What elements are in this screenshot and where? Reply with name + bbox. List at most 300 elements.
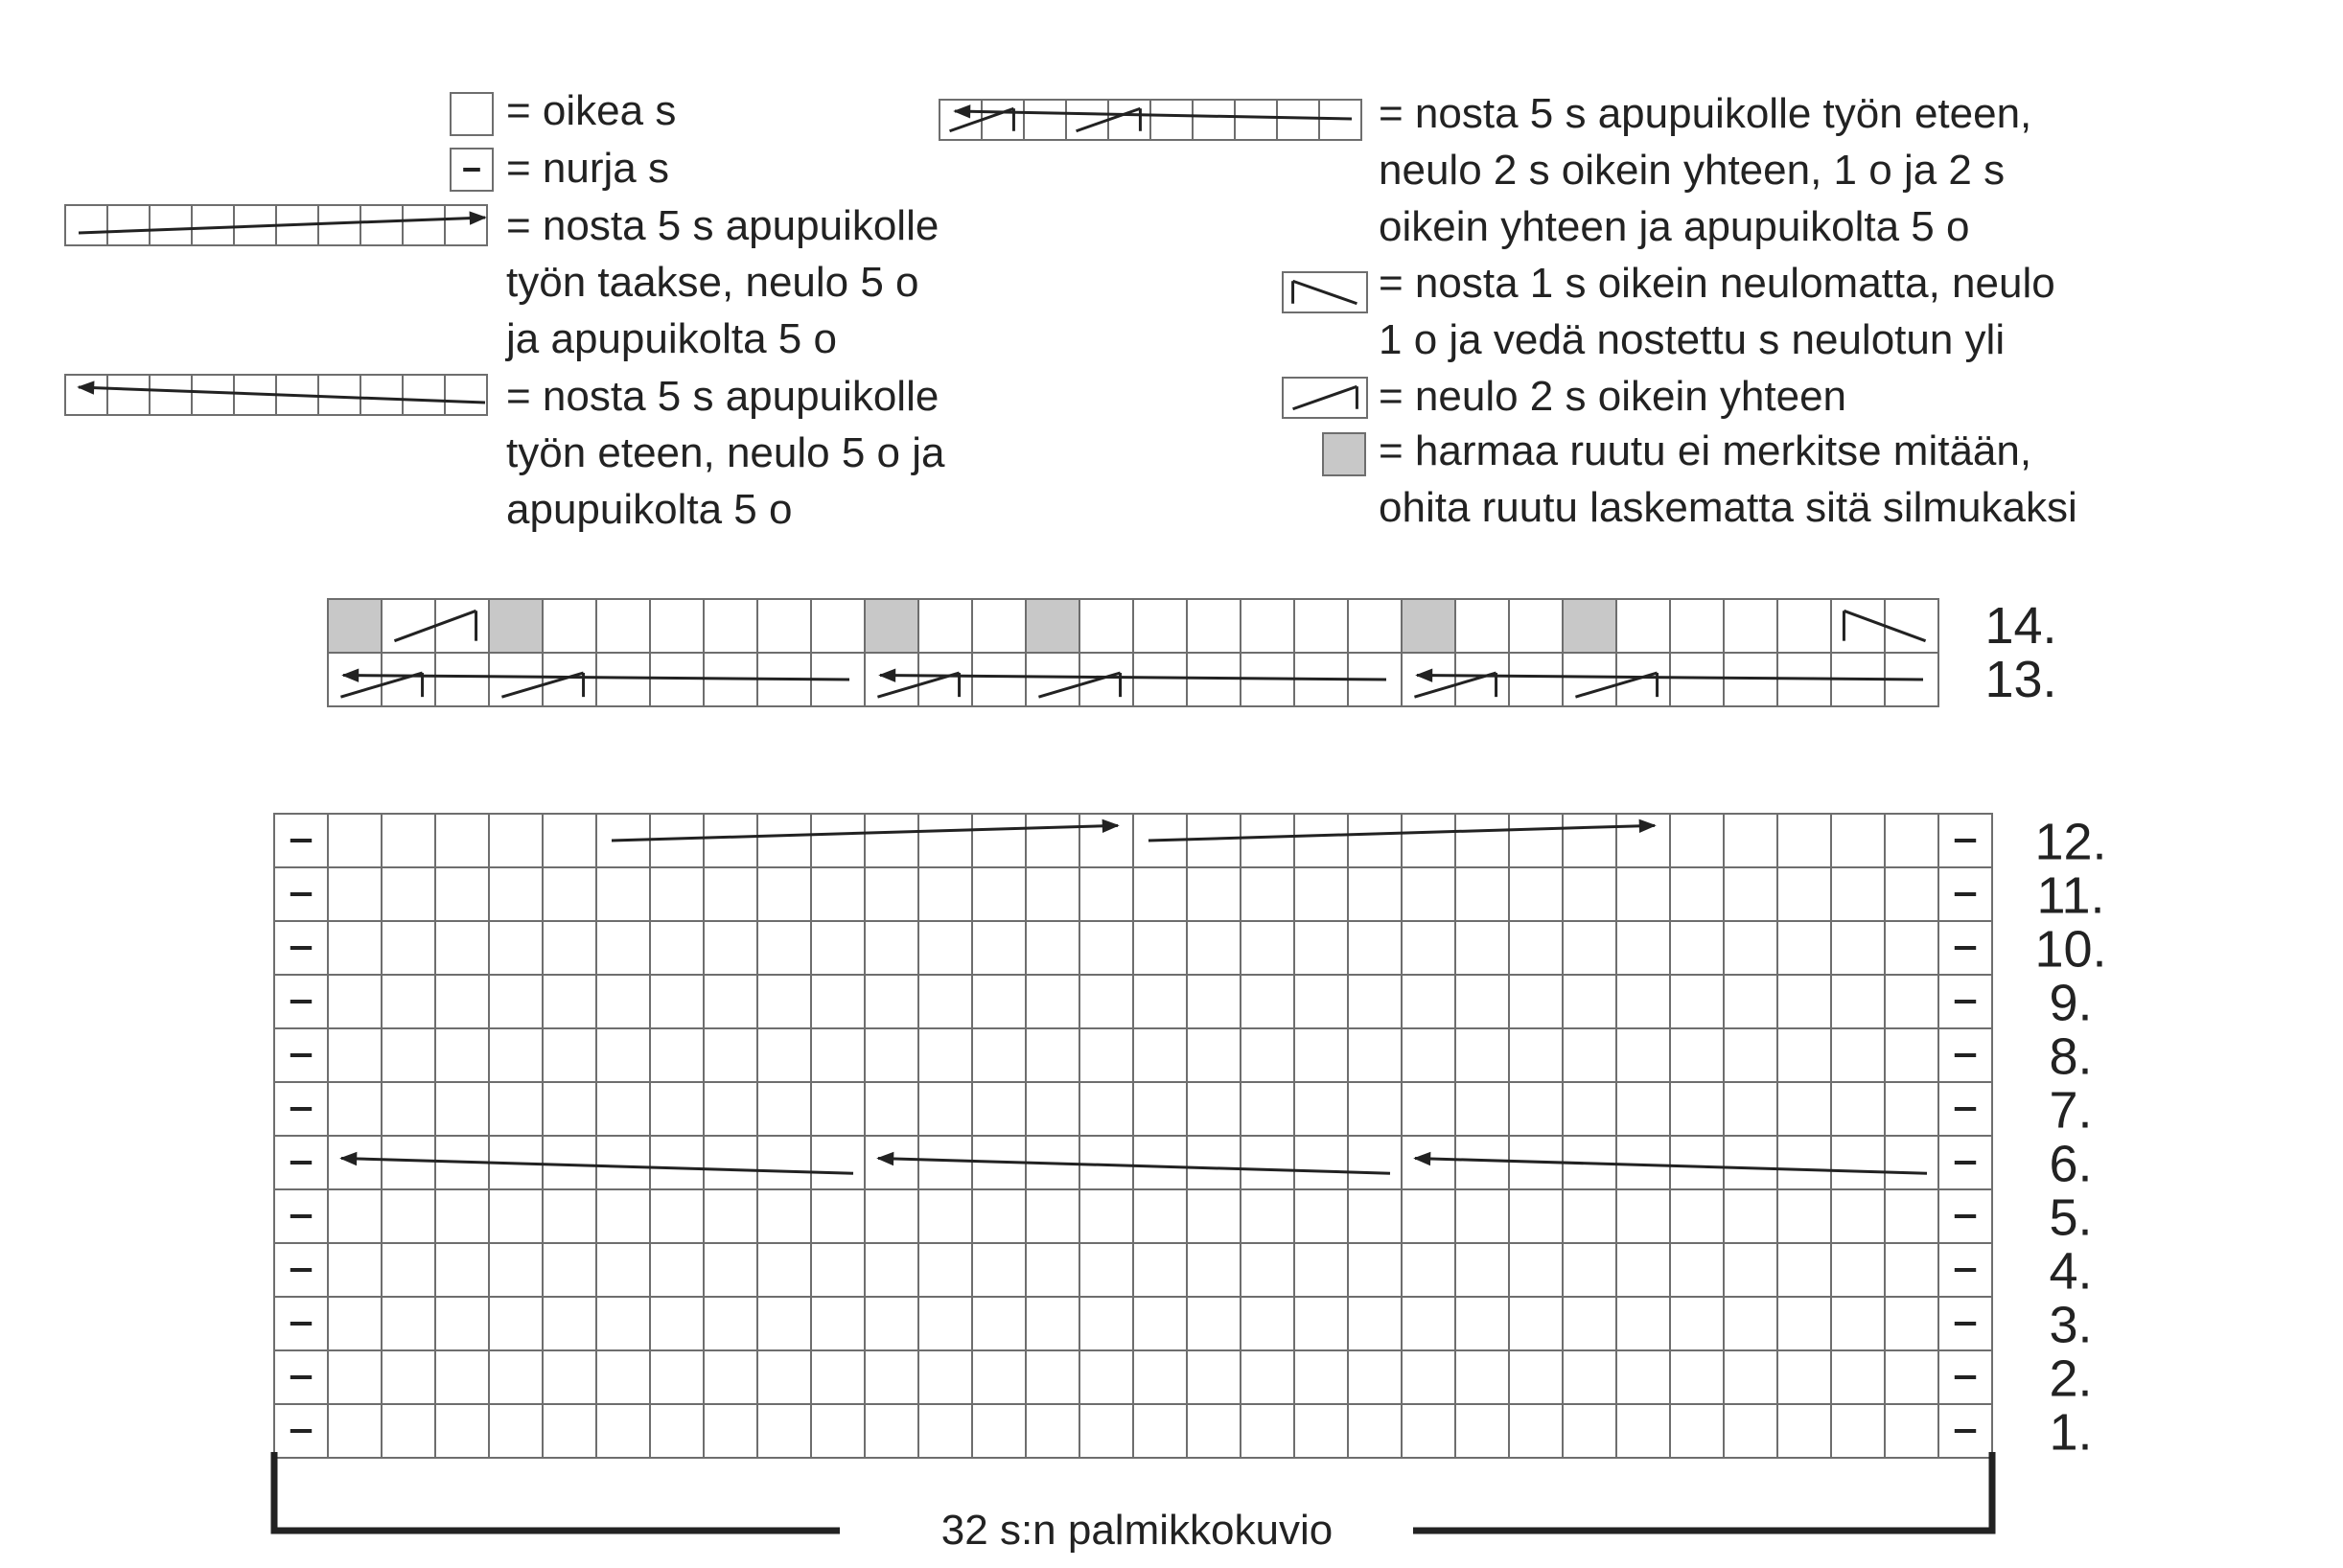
knit-cell <box>811 867 865 921</box>
knit-cell <box>1509 653 1563 706</box>
knit-cell <box>1670 867 1724 921</box>
legend-k2tog-symbol <box>1293 386 1357 409</box>
knit-cell <box>1402 1082 1455 1136</box>
knit-cell <box>972 1243 1026 1297</box>
knit-cell <box>972 867 1026 921</box>
knit-cell <box>1348 1189 1402 1243</box>
knit-cell <box>1670 1243 1724 1297</box>
knit-cell <box>1724 599 1777 653</box>
knit-cell <box>382 1404 435 1458</box>
knit-cell <box>1187 599 1241 653</box>
knit-cell <box>1831 975 1885 1028</box>
knit-cell <box>865 1404 918 1458</box>
knit-cell <box>382 1028 435 1082</box>
no-stitch-cell <box>328 599 382 653</box>
knit-cell <box>1079 1136 1133 1189</box>
knit-cell <box>1885 1082 1938 1136</box>
row-number-label: 8. <box>2049 1027 2093 1086</box>
knit-cell <box>1026 1297 1079 1350</box>
knit-cell <box>865 1243 918 1297</box>
row-number-label: 13. <box>1984 650 2057 708</box>
knit-cell <box>1079 921 1133 975</box>
knit-cell <box>1079 814 1133 867</box>
knit-cell <box>972 1189 1026 1243</box>
knit-cell <box>1079 867 1133 921</box>
knit-cell <box>489 1028 543 1082</box>
knit-cell <box>650 1028 704 1082</box>
knit-cell <box>1026 1189 1079 1243</box>
knit-cell <box>972 1028 1026 1082</box>
knit-cell <box>1831 1297 1885 1350</box>
knit-cell <box>1885 814 1938 867</box>
knit-cell <box>1670 1297 1724 1350</box>
row-number-label: 11. <box>2036 866 2105 925</box>
legend-cable-front-dec-text-line: oikein yhteen ja apupuikolta 5 o <box>1379 203 1970 250</box>
knit-cell <box>1563 653 1616 706</box>
knit-cell <box>1670 1028 1724 1082</box>
legend-ssk-text-line: 1 o ja vedä nostettu s neulotun yli <box>1379 316 2006 363</box>
knit-cell <box>1724 1136 1777 1189</box>
knit-cell <box>865 814 918 867</box>
grid-cell <box>403 205 445 245</box>
knit-cell <box>811 1404 865 1458</box>
knit-cell <box>1670 653 1724 706</box>
knit-cell <box>1402 1189 1455 1243</box>
knit-cell <box>704 1189 757 1243</box>
knit-cell <box>328 1243 382 1297</box>
legend-cable-front-text-line: apupuikolta 5 o <box>506 486 793 533</box>
row-number-label: 5. <box>2049 1188 2093 1247</box>
knit-cell <box>757 1136 811 1189</box>
knit-cell <box>328 653 382 706</box>
knit-cell <box>596 867 650 921</box>
knit-cell <box>972 921 1026 975</box>
knit-cell <box>1079 1404 1133 1458</box>
knit-cell <box>1348 1243 1402 1297</box>
knit-cell <box>1777 867 1831 921</box>
knit-cell <box>1079 1189 1133 1243</box>
knit-cell <box>757 1082 811 1136</box>
legend-ssk-text-line: = nosta 1 s oikein neulomatta, neulo <box>1379 260 2055 307</box>
legend-cable-front-dec-symbol <box>940 100 1361 140</box>
knit-cell <box>1348 599 1402 653</box>
knit-cell <box>1885 1189 1938 1243</box>
knit-cell <box>972 1082 1026 1136</box>
knit-cell <box>1563 1404 1616 1458</box>
knit-cell <box>1831 1028 1885 1082</box>
knit-cell <box>1294 814 1348 867</box>
no-stitch-cell <box>489 599 543 653</box>
knit-cell <box>1509 1189 1563 1243</box>
knit-cell <box>596 1243 650 1297</box>
knit-cell <box>1241 1243 1294 1297</box>
knit-cell <box>1133 1243 1187 1297</box>
knit-cell <box>1402 975 1455 1028</box>
knit-cell <box>650 1350 704 1404</box>
knit-cell <box>650 1082 704 1136</box>
knit-cell <box>1294 975 1348 1028</box>
knit-cell <box>543 975 596 1028</box>
knit-cell <box>435 1297 489 1350</box>
knit-cell <box>489 867 543 921</box>
knit-cell <box>1026 1082 1079 1136</box>
knit-cell <box>650 921 704 975</box>
knit-cell <box>1616 599 1670 653</box>
knit-cell <box>489 975 543 1028</box>
knit-cell <box>1455 921 1509 975</box>
knit-cell <box>382 599 435 653</box>
knit-cell <box>1241 1082 1294 1136</box>
knit-cell <box>1402 653 1455 706</box>
row-number-label: 4. <box>2049 1242 2093 1301</box>
knit-cell <box>543 1297 596 1350</box>
knit-cell <box>1724 1350 1777 1404</box>
knit-cell <box>1724 1297 1777 1350</box>
knit-cell <box>1777 1136 1831 1189</box>
knit-cell <box>1831 1082 1885 1136</box>
knit-cell <box>1885 1350 1938 1404</box>
knit-cell <box>1616 653 1670 706</box>
row-number-label: 1. <box>2049 1403 2093 1462</box>
knit-cell <box>650 1297 704 1350</box>
legend-cable-front-text-line: työn eteen, neulo 5 o ja <box>506 429 945 476</box>
knit-cell <box>972 975 1026 1028</box>
knit-cell <box>1616 1189 1670 1243</box>
knit-cell <box>757 599 811 653</box>
knit-cell <box>757 1350 811 1404</box>
knit-cell <box>1402 921 1455 975</box>
knit-cell <box>811 921 865 975</box>
knit-cell <box>1348 1136 1402 1189</box>
knit-cell <box>865 1350 918 1404</box>
knit-cell <box>704 1404 757 1458</box>
knit-cell <box>1402 1028 1455 1082</box>
knit-cell <box>1724 867 1777 921</box>
knit-cell <box>1777 1082 1831 1136</box>
knit-cell <box>1885 1136 1938 1189</box>
knit-cell <box>1187 1350 1241 1404</box>
row-number-label: 9. <box>2049 974 2093 1032</box>
knit-cell <box>1348 1350 1402 1404</box>
knit-cell <box>1724 1028 1777 1082</box>
knit-cell <box>1670 599 1724 653</box>
knit-cell <box>1241 975 1294 1028</box>
knit-cell <box>1831 1350 1885 1404</box>
knit-cell <box>1241 599 1294 653</box>
knit-cell <box>382 814 435 867</box>
knit-cell <box>596 1028 650 1082</box>
knit-cell <box>1026 1404 1079 1458</box>
knit-cell <box>704 1136 757 1189</box>
grid-cell <box>1108 100 1150 140</box>
grid-cell <box>192 205 234 245</box>
knit-cell <box>596 1350 650 1404</box>
knit-cell <box>972 1350 1026 1404</box>
knit-cell <box>757 1189 811 1243</box>
knit-cell <box>1241 867 1294 921</box>
no-stitch-cell <box>865 599 918 653</box>
grid-cell <box>150 375 192 415</box>
knit-cell <box>1241 1297 1294 1350</box>
knit-cell <box>1348 1028 1402 1082</box>
knit-cell <box>543 1082 596 1136</box>
knit-cell <box>972 814 1026 867</box>
no-stitch-cell <box>1402 599 1455 653</box>
knit-cell <box>918 1136 972 1189</box>
knit-cell <box>1670 1136 1724 1189</box>
knit-cell <box>704 1243 757 1297</box>
knit-cell <box>543 1136 596 1189</box>
knit-cell <box>1079 1243 1133 1297</box>
knit-cell <box>1831 1404 1885 1458</box>
knit-cell <box>1509 599 1563 653</box>
knit-cell <box>489 1350 543 1404</box>
knit-cell <box>1187 1028 1241 1082</box>
grid-cell <box>360 375 403 415</box>
knit-cell <box>1241 1028 1294 1082</box>
knit-cell <box>1616 1243 1670 1297</box>
knit-cell <box>1831 921 1885 975</box>
knit-cell <box>1777 1243 1831 1297</box>
knit-cell <box>865 1082 918 1136</box>
knit-cell <box>328 1028 382 1082</box>
knit-cell <box>811 1028 865 1082</box>
knit-cell <box>328 814 382 867</box>
row-number-label: 6. <box>2049 1135 2093 1193</box>
knit-cell <box>865 921 918 975</box>
knit-cell <box>704 975 757 1028</box>
knit-cell <box>1563 867 1616 921</box>
knit-cell <box>1187 1082 1241 1136</box>
knit-cell <box>543 921 596 975</box>
knit-cell <box>435 975 489 1028</box>
knit-cell <box>1187 921 1241 975</box>
knit-cell <box>1563 975 1616 1028</box>
knit-cell <box>1294 599 1348 653</box>
knit-cell <box>1831 1189 1885 1243</box>
row-number-label: 12. <box>2034 813 2107 871</box>
repeat-bracket <box>274 1452 1992 1554</box>
knit-cell <box>1241 1136 1294 1189</box>
knit-cell <box>1831 814 1885 867</box>
knit-cell <box>1616 1350 1670 1404</box>
knit-cell <box>1241 1404 1294 1458</box>
knit-cell <box>1616 1297 1670 1350</box>
legend-cable-front-dec-text-line: neulo 2 s oikein yhteen, 1 o ja 2 s <box>1379 147 2006 194</box>
knit-cell <box>1563 1350 1616 1404</box>
knit-cell <box>489 1082 543 1136</box>
legend-cable-back-text-line: = nosta 5 s apupuikolle <box>506 202 940 249</box>
knit-cell <box>1187 1189 1241 1243</box>
knit-cell <box>918 867 972 921</box>
legend-k2tog-text-line: = neulo 2 s oikein yhteen <box>1379 373 1847 420</box>
knit-cell <box>1294 1404 1348 1458</box>
knit-cell <box>435 599 489 653</box>
knit-cell <box>328 1297 382 1350</box>
knit-cell <box>1455 599 1509 653</box>
knit-cell <box>1187 867 1241 921</box>
knit-cell <box>1831 599 1885 653</box>
legend-ssk-symbol <box>1293 281 1357 304</box>
knit-cell <box>1724 1404 1777 1458</box>
legend-cable-front-text-line: = nosta 5 s apupuikolle <box>506 373 940 420</box>
knit-cell <box>1670 1082 1724 1136</box>
knit-cell <box>1509 1297 1563 1350</box>
knit-cell <box>972 599 1026 653</box>
knit-cell <box>435 1404 489 1458</box>
knit-cell <box>972 653 1026 706</box>
knit-cell <box>757 1028 811 1082</box>
knit-cell <box>1241 814 1294 867</box>
knit-cell <box>1455 1082 1509 1136</box>
knit-cell <box>596 1297 650 1350</box>
legend-knit-text-line: = oikea s <box>506 87 677 134</box>
row-number-label: 2. <box>2049 1349 2093 1408</box>
knit-cell <box>1670 1404 1724 1458</box>
knit-cell <box>704 599 757 653</box>
knit-cell <box>1348 1404 1402 1458</box>
knit-cell <box>704 1350 757 1404</box>
knit-cell <box>1777 975 1831 1028</box>
grid-cell <box>192 375 234 415</box>
knit-cell <box>435 1028 489 1082</box>
knit-cell <box>1079 1082 1133 1136</box>
grid-cell <box>107 205 150 245</box>
knit-cell <box>1670 975 1724 1028</box>
knit-cell <box>704 1297 757 1350</box>
knit-cell <box>1133 1136 1187 1189</box>
legend-cable-back-arrow <box>79 218 485 233</box>
knit-cell <box>1509 1082 1563 1136</box>
grid-cell <box>318 375 360 415</box>
knit-cell <box>1455 867 1509 921</box>
knit-cell <box>1079 1028 1133 1082</box>
knit-cell <box>918 599 972 653</box>
knit-cell <box>1026 1028 1079 1082</box>
knit-cell <box>1187 1136 1241 1189</box>
knit-cell <box>543 1243 596 1297</box>
grid-cell <box>65 375 107 415</box>
knit-cell <box>1241 921 1294 975</box>
repeat-bracket-right <box>1413 1452 1992 1531</box>
knit-cell <box>1079 653 1133 706</box>
knit-cell <box>435 653 489 706</box>
legend-no-stitch-text-line: ohita ruutu laskematta sitä silmukaksi <box>1379 484 2077 531</box>
knit-cell <box>1616 1082 1670 1136</box>
knit-cell <box>328 1404 382 1458</box>
knit-cell <box>1402 1350 1455 1404</box>
knit-cell <box>1885 1028 1938 1082</box>
knit-cell <box>1079 1350 1133 1404</box>
knit-cell <box>382 1136 435 1189</box>
knit-cell <box>1831 867 1885 921</box>
knit-cell <box>382 1243 435 1297</box>
knit-cell <box>1402 1404 1455 1458</box>
knit-cell <box>1670 921 1724 975</box>
knit-cell <box>1563 1243 1616 1297</box>
knit-cell <box>382 1297 435 1350</box>
knit-cell <box>918 1297 972 1350</box>
knit-cell <box>1294 1243 1348 1297</box>
knit-cell <box>865 975 918 1028</box>
knit-cell <box>1026 814 1079 867</box>
knit-cell <box>1294 1028 1348 1082</box>
knit-cell <box>1294 1082 1348 1136</box>
knit-cell <box>1079 975 1133 1028</box>
knit-cell <box>1348 1297 1402 1350</box>
knit-cell <box>1777 1028 1831 1082</box>
knit-cell <box>489 1189 543 1243</box>
knit-cell <box>865 1297 918 1350</box>
knit-cell <box>489 653 543 706</box>
knit-cell <box>1026 921 1079 975</box>
knit-cell <box>1294 1297 1348 1350</box>
knit-cell <box>1563 1082 1616 1136</box>
grid-cell <box>982 100 1024 140</box>
k2tog-stroke <box>1293 386 1357 409</box>
knit-cell <box>1455 814 1509 867</box>
knit-cell <box>1777 1297 1831 1350</box>
grid-cell <box>445 375 487 415</box>
knit-cell <box>1294 1350 1348 1404</box>
grid-cell <box>1150 100 1193 140</box>
grid-cell <box>1277 100 1319 140</box>
legend-cable-front-dec-text-line: = nosta 5 s apupuikolle työn eteen, <box>1379 90 2032 137</box>
grid-cell <box>360 205 403 245</box>
knit-cell <box>704 921 757 975</box>
knit-cell <box>435 1350 489 1404</box>
knit-cell <box>1563 1297 1616 1350</box>
knit-cell <box>811 1243 865 1297</box>
knit-cell <box>811 1082 865 1136</box>
knit-cell <box>918 1404 972 1458</box>
knit-cell <box>1348 1082 1402 1136</box>
knit-cell <box>1187 1243 1241 1297</box>
row-number-label: 10. <box>2034 920 2107 979</box>
grid-cell <box>1235 100 1277 140</box>
knit-cell <box>1455 1028 1509 1082</box>
knit-cell <box>704 1028 757 1082</box>
knit-cell <box>1831 1136 1885 1189</box>
knit-cell <box>1455 1404 1509 1458</box>
knit-cell <box>1402 1297 1455 1350</box>
knit-cell <box>1509 1243 1563 1297</box>
knit-cell <box>596 921 650 975</box>
knit-cell <box>1777 814 1831 867</box>
legend <box>65 87 2077 533</box>
knit-cell <box>489 814 543 867</box>
knit-cell <box>328 1136 382 1189</box>
repeat-caption: 32 s:n palmikkokuvio <box>940 1507 1334 1554</box>
legend-cable-back-text-line: työn taakse, neulo 5 o <box>506 259 919 306</box>
knit-cell <box>382 921 435 975</box>
knit-cell <box>596 653 650 706</box>
repeat-bracket-left <box>274 1452 840 1531</box>
knit-cell <box>1187 975 1241 1028</box>
knit-cell <box>865 867 918 921</box>
knit-cell <box>543 1189 596 1243</box>
knit-cell <box>757 1297 811 1350</box>
knit-cell <box>1885 975 1938 1028</box>
knit-cell <box>1294 1136 1348 1189</box>
knit-cell <box>1348 921 1402 975</box>
knit-cell <box>704 814 757 867</box>
knit-cell <box>1133 921 1187 975</box>
knit-cell <box>1402 1136 1455 1189</box>
knit-cell <box>1133 1082 1187 1136</box>
knit-cell <box>918 1350 972 1404</box>
knit-cell <box>1133 1350 1187 1404</box>
